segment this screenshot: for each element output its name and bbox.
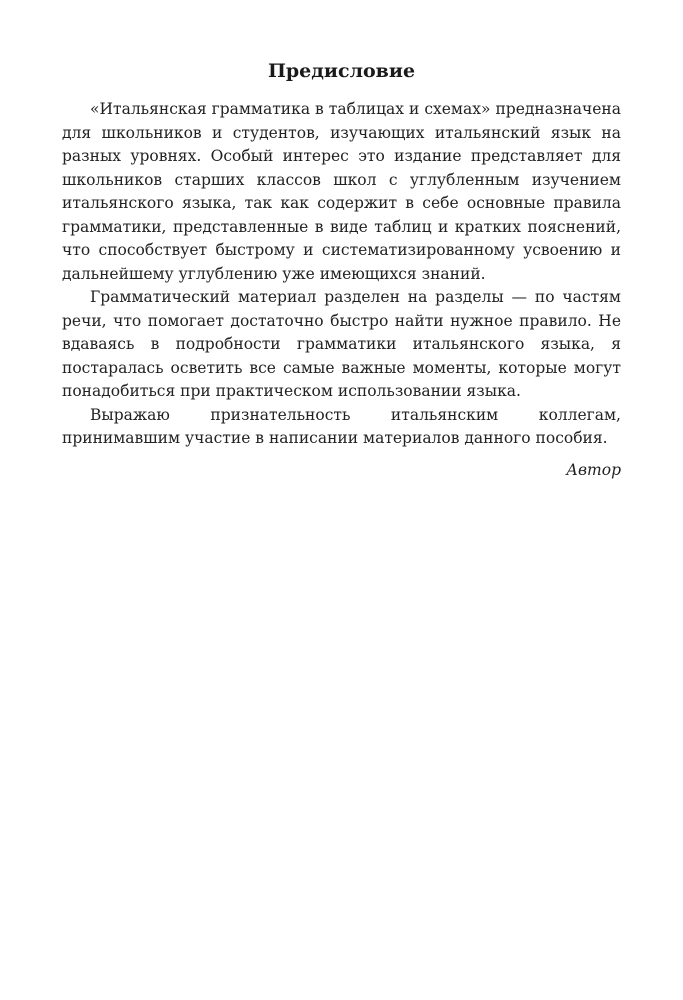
page-title: Предисловие [267, 60, 416, 82]
author-signature: Автор [566, 460, 621, 479]
paragraph-structure: Грамматический материал разделен на разделы — по частям речи, что помогает достаточно быстро найти нужное правило. Не вдаваясь в подробности грамматики итальянского языка, я постаралась осветить все самые важные моменты, которые могут понадобиться при практическом использовании языка. [62, 288, 621, 400]
preface-content [62, 60, 621, 479]
paragraph-acknowledgement: Выражаю признательность итальянским коллегам, принимавшим участие в написании материалов данного пособия. [62, 405, 621, 447]
paragraph-intro: «Итальянская грамматика в таблицах и схемах» предназначена для школьников и студентов, изучающих итальянский язык на разных уровнях. Особый интерес это издание представляет для школьников старших классов школ с углубленным изучением итальянского языка, так как содержит в себе основные правила грамматики, представленные в виде таблиц и кратких пояснений, что способствует быстрому и систематизированному усвоению и дальнейшему углублению уже имеющихся знаний. [62, 100, 621, 283]
